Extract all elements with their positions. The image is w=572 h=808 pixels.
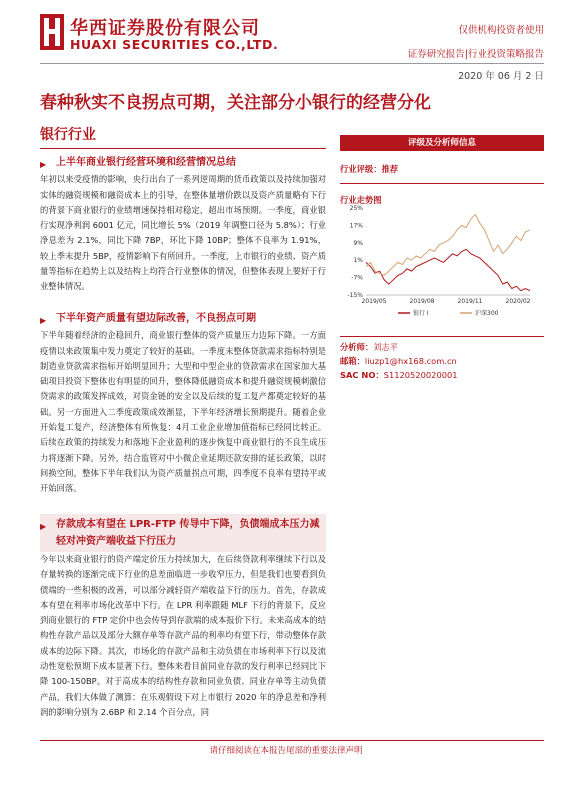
section-2 bbox=[40, 311, 326, 497]
email-line bbox=[340, 355, 457, 367]
chart-title: 行业走势图 bbox=[340, 195, 382, 205]
header-divider bbox=[40, 63, 544, 64]
panel-divider bbox=[340, 183, 544, 184]
analyst-line bbox=[340, 341, 398, 353]
rating-value: 推荐 bbox=[381, 164, 399, 174]
section-heading: ▶ 上半年商业银行经营环境和经营情况总结 bbox=[40, 155, 326, 172]
report-type: 证券研究报告|行业投资策略报告 bbox=[407, 49, 544, 60]
sector-label: 银行行业 bbox=[40, 127, 96, 143]
section-paragraph: 下半年随着经济的企稳回升，商业银行整体的资产质量压力边际下降。一方面疫情以来政策集中发力奠定了较好的基础。一季度末整体贷款需求指标特别是制造业贷款需求指标开始明显回升；大型和中型企业的贷款需求在国家加大基础项目投资下整体也有明显的回升，整体降低融资成本和提升融资规模刺激信贷需求的政策发挥成效，对资金链的安全以及后续的复工复产都奠定较好的基础。另一方面进入二季度政策成效渐显，下半年经济增长预期提升。随着企业开始复工复产，经济整体有所恢复：4月工业企业增加值指标已经同比转正。后续在政策的持续发力和落地下企业盈利的逐步恢复中商业银行的不良生成压力将逐渐下降。另外，结合监管对中小微企业延期还款安排的延长政策，以时间换空间，整体下半年我们认为资产质量拐点可期，四季度不良率有望持平或开始回落。 bbox=[40, 330, 326, 494]
y-tick-label: 9% bbox=[353, 239, 363, 247]
email-value[interactable]: liuzp1@hx168.com.cn bbox=[364, 356, 457, 366]
chart-svg bbox=[340, 200, 544, 335]
report-title: 春种秋实不良拐点可期，关注部分小银行的经营分化 bbox=[40, 93, 431, 113]
series-line-1 bbox=[366, 215, 530, 276]
y-tick-label: 1% bbox=[353, 257, 363, 265]
chart-divider bbox=[340, 336, 544, 337]
sector-divider bbox=[40, 148, 326, 149]
arrow-bullet-icon: ▶ bbox=[40, 160, 47, 169]
legend-label: 银行 I bbox=[413, 310, 429, 317]
analyst-name: 刘志平 bbox=[373, 342, 399, 352]
rating-panel bbox=[340, 135, 544, 206]
sac-label: SAC NO： bbox=[340, 370, 384, 380]
arrow-bullet-icon: ▶ bbox=[40, 522, 47, 531]
x-tick-label: 2019/05 bbox=[361, 298, 387, 305]
y-tick-label: -15% bbox=[347, 292, 363, 299]
rating-label: 行业评级： bbox=[340, 164, 382, 174]
section-paragraph: 今年以来商业银行的资产端定价压力持续加大，在后续贷款利率继续下行以及存量转换的逐渐完成下行业的息差面临进一步收窄压力，但是我们也要看到负债端的一些积极的改善，可以部分减轻资产端收益下行的压力。首先，存款成本有望在利率市场化改革中下行。在 LPR 利率跟随 MLF 下行的背景下，反应到商业银行的 FTP 定价中也会传导到存款端的成本报价下行。未来高成本的结构性存款产品以及部分大额存单等存款产品的利率均有望下行，带动整体存款成本的边际下降。其次，市场化的存款产品和主动负债在市场利率下行以及流动性宽松预期下成本显著下行。整体来看目前同业存款的发行利率已经同比下降 100-150BP。对于高成本的结构性存款和同业负债、同业存单等主动负债产品，我们大体做了测算：在乐观假设下对上市银行 2020 年的净息差和净利润的影响分别为 2.6BP 和 2.14 个百分点，同 bbox=[40, 554, 326, 717]
arrow-bullet-icon: ▶ bbox=[40, 316, 47, 325]
sac-value: S1120520020001 bbox=[383, 370, 458, 380]
y-tick-label: 17% bbox=[349, 222, 363, 230]
section-paragraph: 年初以来受疫情的影响，央行出台了一系列逆周期的货币政策以及持续加强对实体的融资规模和融资成本上的引导，在整体量增价跌以及资产质量略有下行的背景下商业银行的业绩增速保持相对稳定，超出市场预期。一季度，商业银行实现净利润 6001 亿元，同比增长 5%（2019 年调整口径为 5.8%）；行业净息差为 2.1%，同比下降 7BP，环比下降 10BP；整体不良率为 1.91%，较上季末提升 5BP，疫情影响下有所回升。一季度，上市银行的业绩、资产质量等指标在趋势上以及结构上均符合行业整体的情况，但整体表现上要好于行业整体情况。 bbox=[40, 174, 326, 292]
report-date: 2020 年 06 月 2 日 bbox=[458, 71, 544, 82]
section-heading: ▶ 存款成本有望在 LPR-FTP 传导中下降，负债端成本压力减轻对冲资产端收益下行压力 bbox=[40, 514, 326, 552]
x-tick-label: 2020/02 bbox=[505, 298, 531, 305]
section-heading: ▶ 下半年资产质量有望边际改善，不良拐点可期 bbox=[40, 311, 326, 328]
section-3 bbox=[40, 514, 326, 720]
huaxi-logo-icon bbox=[40, 14, 64, 50]
y-tick-label: -7% bbox=[351, 274, 363, 282]
analyst-label: 分析师： bbox=[340, 342, 374, 352]
sac-line bbox=[340, 369, 458, 381]
x-tick-label: 2019/08 bbox=[409, 298, 435, 305]
industry-trend-chart bbox=[340, 200, 544, 335]
company-name-cn: 华西证券股份有限公司 bbox=[70, 18, 260, 39]
legal-disclaimer[interactable]: 请仔细阅读在本报告尾部的重要法律声明 bbox=[209, 746, 363, 756]
email-label: 邮箱： bbox=[340, 356, 365, 366]
y-tick-label: 25% bbox=[349, 205, 363, 212]
audience-note: 仅供机构投资者使用 bbox=[458, 25, 544, 36]
industry-rating bbox=[340, 163, 544, 175]
footer-divider bbox=[40, 740, 544, 741]
x-tick-label: 2019/11 bbox=[457, 298, 483, 305]
section-1 bbox=[40, 155, 326, 295]
panel-title: 评级及分析师信息 bbox=[340, 135, 544, 151]
company-name-en: HUAXI SECURITIES CO.,LTD. bbox=[70, 37, 279, 52]
legend-label: 沪深300 bbox=[475, 310, 499, 317]
